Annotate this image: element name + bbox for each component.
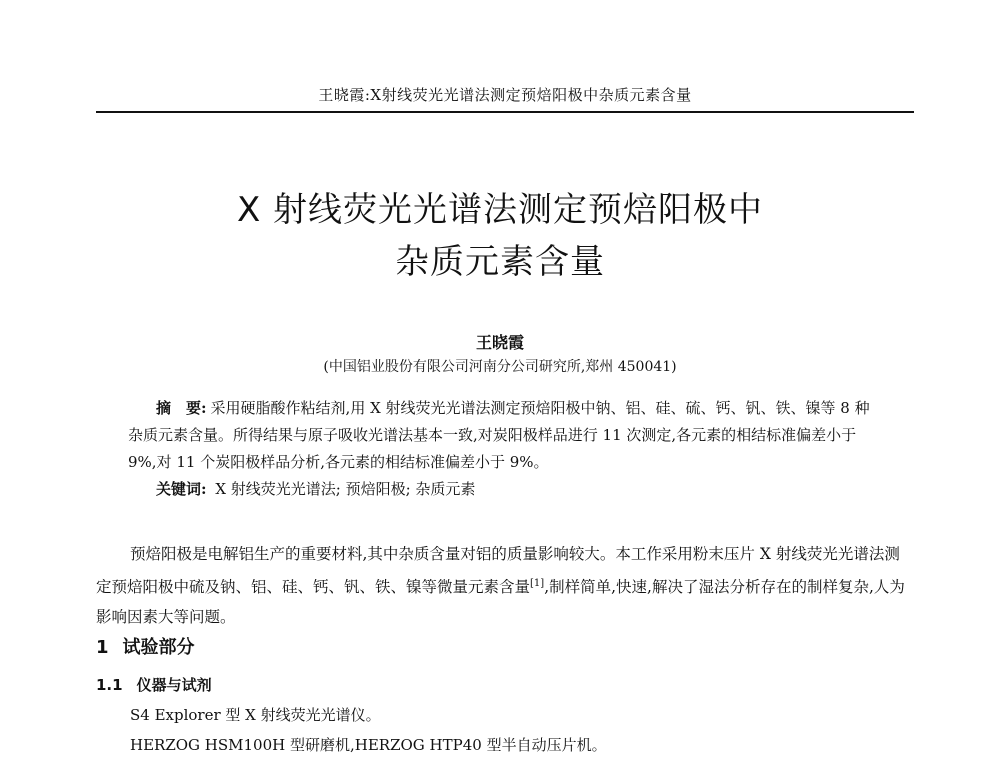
intro-block	[96, 539, 914, 632]
keywords-label: 关键词:	[156, 480, 207, 498]
citation-ref[interactable]: [1]	[530, 578, 545, 589]
subsection-title: 仪器与试剂	[136, 676, 212, 694]
abstract-block	[128, 395, 878, 503]
equipment-line-2: HERZOG HSM100H 型研磨机,HERZOG HTP40 型半自动压片机。	[130, 736, 607, 754]
abstract-paragraph	[128, 395, 878, 476]
subsection-heading	[96, 674, 212, 695]
abstract-label: 摘 要:	[156, 399, 207, 417]
intro-text-before: 预焙阳极是电解铝生产的重要材料,其中杂质含量对铝的质量影响较大。本工作采用粉末压片 X 射线荧光光谱法测定预焙阳极中硫及钠、铝、硅、钙、钒、铁、镍等微量元素含量	[96, 545, 900, 597]
running-head: 王晓霞:X射线荧光光谱法测定预焙阳极中杂质元素含量	[96, 84, 914, 113]
section-heading	[96, 633, 195, 659]
subsection-number: 1.1	[96, 676, 123, 694]
title-line-2: 杂质元素含量	[395, 242, 605, 282]
author-affiliation: (中国铝业股份有限公司河南分公司研究所,郑州 450041)	[323, 359, 677, 375]
section-number: 1	[96, 637, 109, 658]
equipment-line-1: S4 Explorer 型 X 射线荧光光谱仪。	[130, 706, 381, 724]
author-name: 王晓霞	[475, 333, 524, 352]
keywords-text: X 射线荧光光谱法; 预焙阳极; 杂质元素	[215, 480, 476, 498]
abstract-text: 采用硬脂酸作粘结剂,用 X 射线荧光光谱法测定预焙阳极中钠、铝、硅、硫、钙、钒、铁、镍等 8 种杂质元素含量。所得结果与原子吸收光谱法基本一致,对炭阳极样品进行 11 次测定,各元素的相结标准偏差小于 9%,对 11 个炭阳极样品分析,各元素的相结标准偏差小于 9%。	[128, 399, 870, 471]
section-title: 试验部分	[122, 637, 195, 658]
intro-paragraph	[96, 539, 914, 632]
equipment-list	[130, 700, 607, 760]
paper-title	[0, 184, 1000, 288]
intro-text-after: ,制样简单,快速,解决了湿法分析存在的制样复杂,人为影响因素大等问题。	[96, 578, 905, 627]
title-line-1: X 射线荧光光谱法测定预焙阳极中	[236, 190, 764, 230]
keywords-line	[128, 476, 878, 503]
